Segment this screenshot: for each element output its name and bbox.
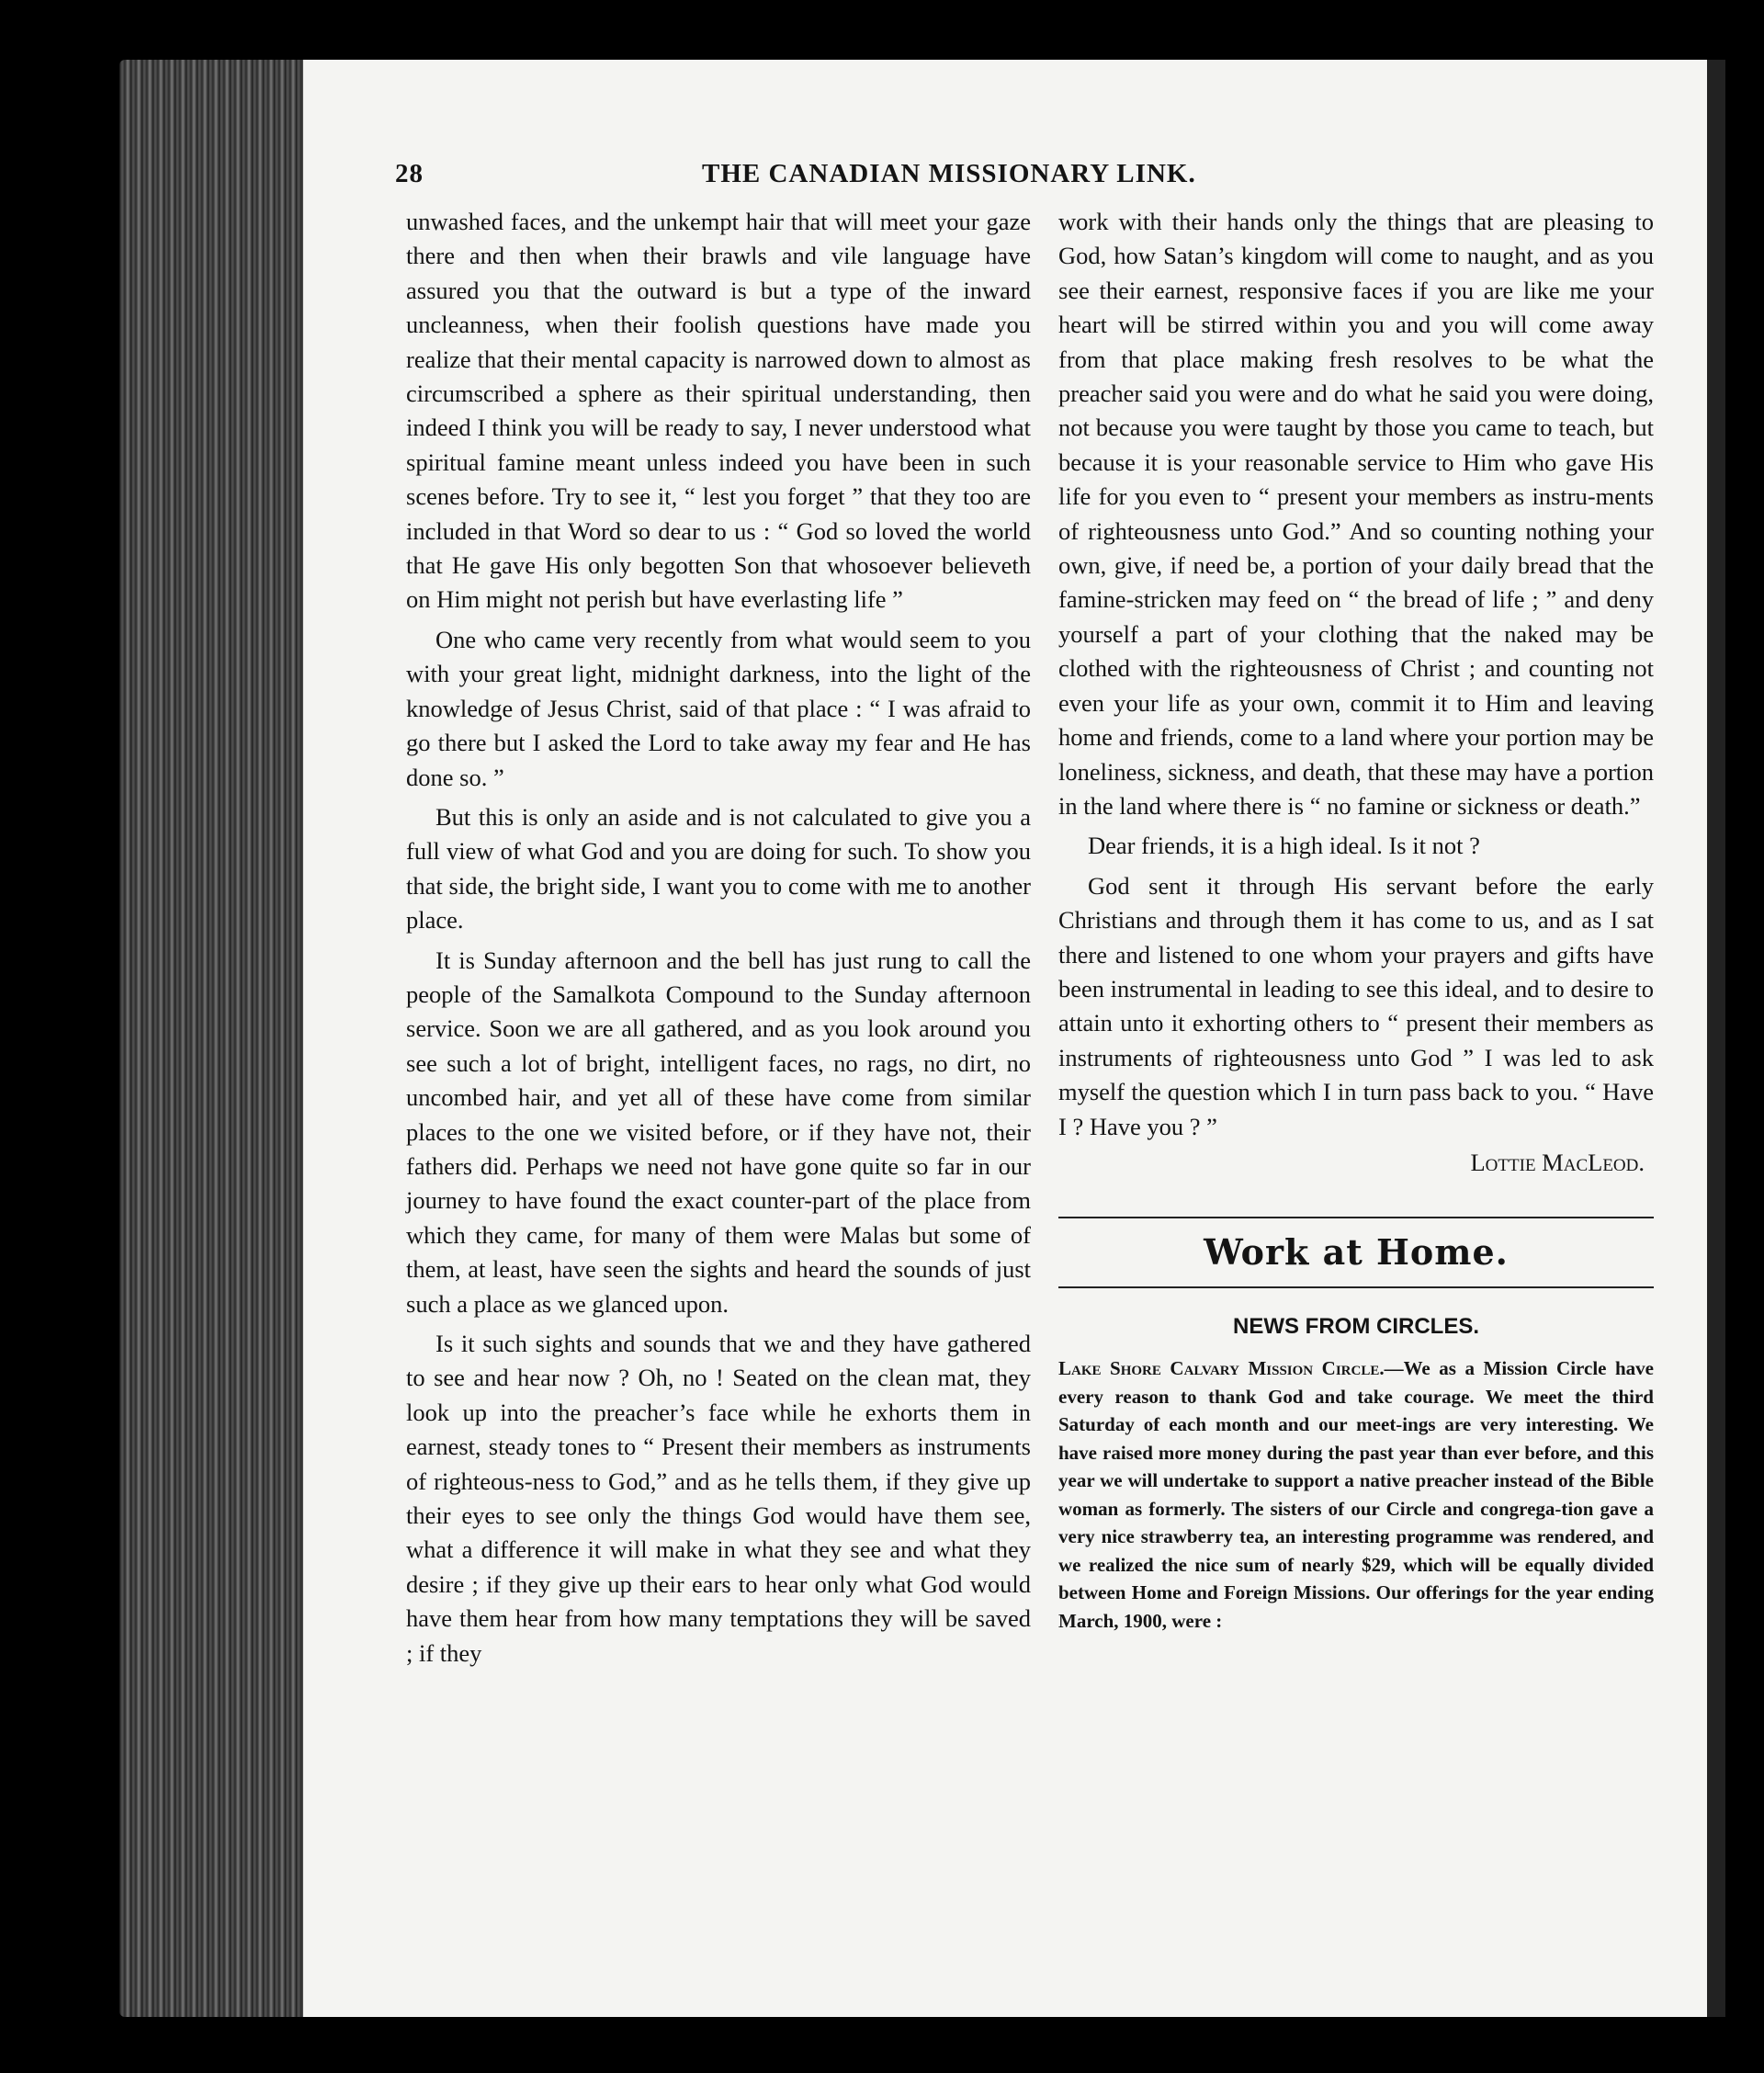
right-paragraph-2: Dear friends, it is a high ideal. Is it not ? <box>1088 832 1480 860</box>
left-paragraph-3: But this is only an aside and is not calculated to give you a full view of what God and you are doing for such. To show you that side, the bright side, I want you to come with me to another place. <box>406 802 1031 935</box>
scan-right-edge <box>1707 60 1725 2017</box>
left-paragraph-1: unwashed faces, and the unkempt hair that will meet your gaze there and then when their brawls and vile language have assured you that the outward is but a type of the inward uncleanness, when their foolish questions have made you realize that their mental capacity is narrowed down to almost as circumscribed a sphere as their spiritual understanding, then indeed I think you will be ready to say, I never understood what spiritual famine meant unless indeed you have been in such scenes before. Try to see it, “ lest you forget ” that they too are included in that Word so dear to us : “ God so loved the world that He gave His only begotten Son that whosoever believeth on Him might not perish but have everlasting life ” <box>406 208 1031 614</box>
news-item-lead: Lake Shore Calvary Mission Circle. <box>1058 1357 1385 1380</box>
left-paragraph-5: Is it such sights and sounds that we and they have gathered to see and hear now ? Oh, no ! Seated on the clean mat, they look up into the preacher’s face while he exhorts them in earnest, steady tones to “ Present their members as instruments of righteous-ness to God,” and as he tells them, if they give up their eyes to see only the things God would have them see, what a difference it will make in what they see and what they desire ; if they give up their ears to hear only what God would have them hear from how many temptations they will be saved ; if they <box>406 1330 1031 1667</box>
section-title: Work at Home. <box>1204 1231 1509 1274</box>
left-column <box>406 205 1031 1671</box>
section-divider-bottom <box>1058 1286 1654 1288</box>
news-item <box>1058 1354 1654 1635</box>
document-page <box>303 60 1707 2017</box>
publication-title: THE CANADIAN MISSIONARY LINK. <box>702 159 1196 188</box>
right-paragraph-1: work with their hands only the things that are pleasing to God, how Satan’s kingdom will come to naught, and as you see their earnest, responsive faces if you are like me your heart will be stirred within you and you will come away from that place making fresh resolves to be what the preacher said you were and do what he said you were doing, not because you were taught by those you came to teach, but because it is your reasonable service to Him who gave His life for you even to “ present your members as instru-ments of righteousness unto God.” And so counting nothing your own, give, if need be, a portion of your daily bread that the famine-stricken may feed on “ the bread of life ; ” and deny yourself a part of your clothing that the naked may be clothed with the righteousness of Christ ; and counting not even your life as your own, commit it to Him and leaving home and friends, come to a land where your portion may be loneliness, sickness, and death, that these may have a portion in the land where there is “ no famine or sickness or death.” <box>1058 208 1654 820</box>
book-page-edges <box>119 60 303 2017</box>
page-header <box>395 159 1635 205</box>
news-item-text: —We as a Mission Circle have every reason to thank God and take courage. We meet the third Saturday of each month and our meet-ings are very interesting. We have raised more money during the past year than ever before, and this year we will undertake to support a native preacher instead of the Bible woman as formerly. The sisters of our Circle and congrega-tion gave a very nice strawberry tea, an interesting programme was rendered, and we realized the nice sum of nearly $29, which will be equally divided between Home and Foreign Missions. Our offerings for the year ending March, 1900, were : <box>1058 1357 1655 1632</box>
author-signature: Lottie MacLeod. <box>1470 1148 1645 1176</box>
left-paragraph-4: It is Sunday afternoon and the bell has just rung to call the people of the Samalkota Compound to the Sunday afternoon service. Soon we are all gathered, and as you look around you see such a lot of bright, intelligent faces, no rags, no dirt, no uncombed hair, and yet all of these have come from similar places to the one we visited before, or if they have not, their fathers did. Perhaps we need not have gone quite so far in our journey to have found the exact counter-part of the place from which they came, for many of them were Malas but some of them, at least, have seen the sights and heard the sounds of just such a place as we glanced upon. <box>406 946 1031 1318</box>
page-number: 28 <box>395 159 424 188</box>
right-paragraph-3: God sent it through His servant before the early Christians and through them it has come to us, and as I sat there and listened to one whom your prayers and gifts have been instrumental in leading to see this ideal, and to desire to attain unto it exhorting others to “ present their members as instruments of righteousness unto God ” I was led to ask myself the question which I in turn pass back to you. “ Have I ? Have you ? ” <box>1058 871 1654 1140</box>
left-paragraph-2: One who came very recently from what would seem to you with your great light, midnight darkness, into the light of the knowledge of Jesus Christ, said of that place : “ I was afraid to go there but I asked the Lord to take away my fear and He has done so. ” <box>406 625 1031 791</box>
right-column <box>1058 205 1654 1635</box>
news-subheading: NEWS FROM CIRCLES. <box>1233 1314 1479 1340</box>
